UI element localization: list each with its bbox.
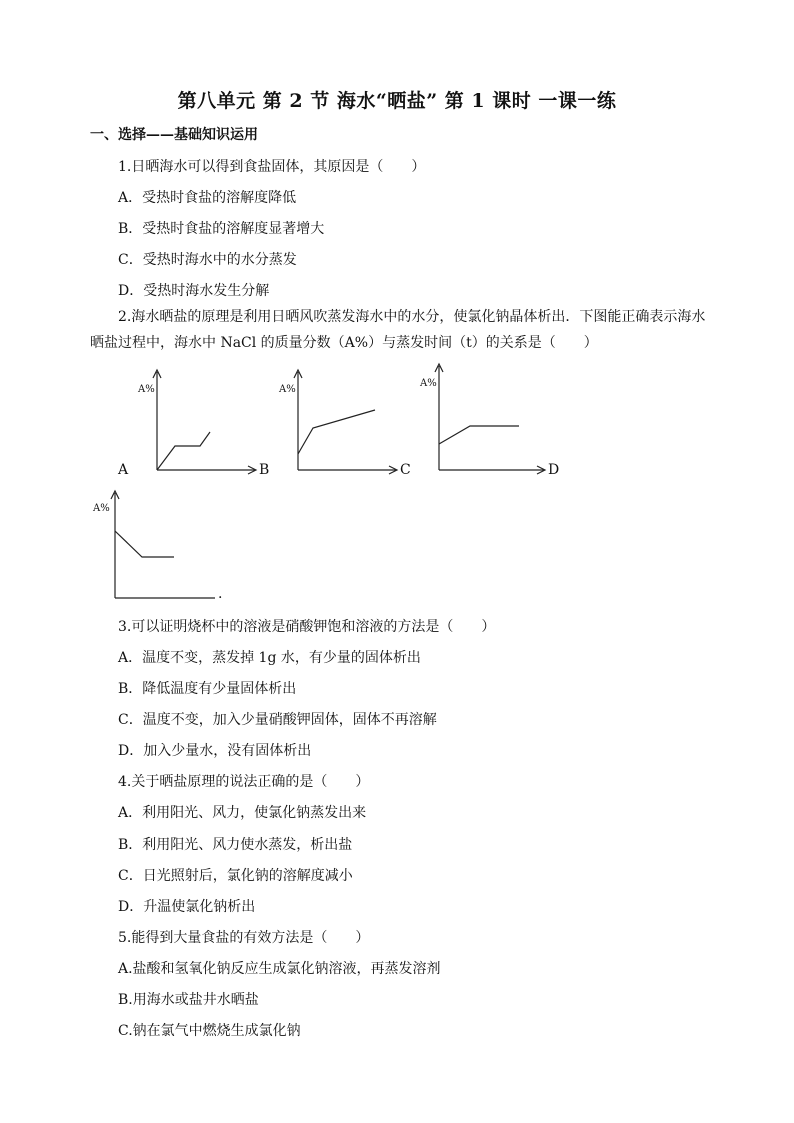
graph-trailing-mark: . bbox=[218, 586, 223, 602]
question-5-option-b: B.用海水或盐井水晒盐 bbox=[118, 992, 259, 1008]
question-1-option-b: B．受热时食盐的溶解度显著增大 bbox=[118, 221, 325, 237]
question-4-stem: 4.关于晒盐原理的说法正确的是（ ） bbox=[118, 774, 370, 790]
question-1-option-c: C．受热时海水中的水分蒸发 bbox=[118, 252, 297, 268]
question-3-option-a: A．温度不变，蒸发掉 1g 水，有少量的固体析出 bbox=[118, 650, 421, 666]
graph-1-axis-label: A% bbox=[138, 384, 155, 395]
section-heading: 一、选择——基础知识运用 bbox=[90, 127, 258, 143]
question-3-stem: 3.可以证明烧杯中的溶液是硝酸钾饱和溶液的方法是（ ） bbox=[118, 619, 496, 635]
graph-1-curve bbox=[157, 432, 210, 470]
question-3-option-b: B．降低温度有少量固体析出 bbox=[118, 681, 297, 697]
question-1-stem: 1.日晒海水可以得到食盐固体，其原因是（ ） bbox=[118, 159, 426, 175]
question-1-option-d: D．受热时海水发生分解 bbox=[118, 283, 270, 299]
page-title: 第八单元 第 2 节 海水“晒盐” 第 1 课时 一课一练 bbox=[177, 90, 617, 112]
graph-3-curve bbox=[439, 426, 519, 444]
question-4-option-d: D．升温使氯化钠析出 bbox=[118, 899, 256, 915]
question-5-option-c: C.钠在氯气中燃烧生成氯化钠 bbox=[118, 1023, 301, 1039]
graph-4-curve bbox=[115, 531, 174, 557]
question-5-stem: 5.能得到大量食盐的有效方法是（ ） bbox=[118, 930, 370, 946]
question-2-stem-line2: 晒盐过程中，海水中 NaCl 的质量分数（A%）与蒸发时间（t）的关系是（ ） bbox=[90, 335, 598, 351]
graph-label-c: C bbox=[400, 462, 411, 478]
question-3-option-d: D．加入少量水，没有固体析出 bbox=[118, 743, 312, 759]
question-4-option-a: A．利用阳光、风力，使氯化钠蒸发出来 bbox=[118, 805, 367, 821]
graph-label-b: B bbox=[259, 462, 270, 478]
graph-2-curve bbox=[298, 410, 375, 454]
question-4-option-c: C．日光照射后，氯化钠的溶解度减小 bbox=[118, 868, 353, 884]
question-5-option-a: A.盐酸和氢氧化钠反应生成氯化钠溶液，再蒸发溶剂 bbox=[118, 961, 441, 977]
graph-label-a: A bbox=[118, 462, 129, 478]
graph-2-axis-label: A% bbox=[279, 384, 296, 395]
question-2-stem-line1: 2.海水晒盐的原理是利用日晒风吹蒸发海水中的水分，使氯化钠晶体析出．下图能正确表示海水 bbox=[118, 309, 706, 325]
question-1-option-a: A．受热时食盐的溶解度降低 bbox=[118, 190, 297, 206]
graph-label-d: D bbox=[548, 462, 560, 478]
question-4-option-b: B．利用阳光、风力使水蒸发，析出盐 bbox=[118, 837, 353, 853]
graph-3-axis-label: A% bbox=[420, 378, 437, 389]
graph-4-axis-label: A% bbox=[93, 503, 110, 514]
question-3-option-c: C．温度不变，加入少量硝酸钾固体，固体不再溶解 bbox=[118, 712, 437, 728]
